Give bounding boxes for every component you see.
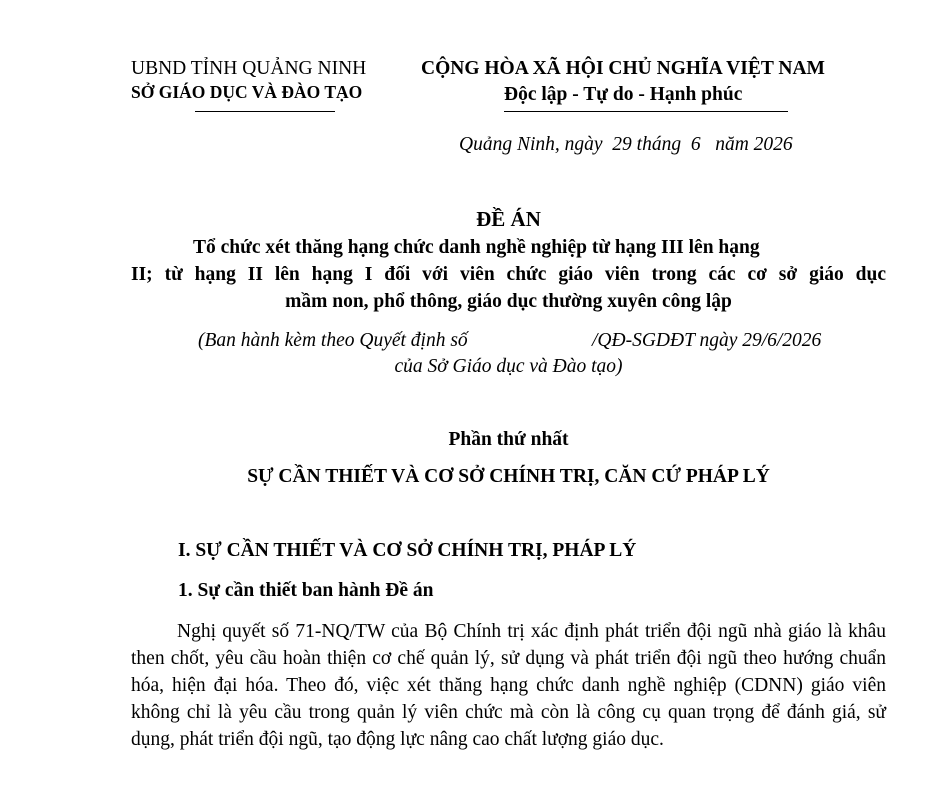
subsection-heading: 1. Sự cần thiết ban hành Đề án [178, 580, 434, 601]
national-motto: Độc lập - Tự do - Hạnh phúc [504, 84, 743, 105]
part-title: SỰ CẦN THIẾT VÀ CƠ SỞ CHÍNH TRỊ, CĂN CỨ PHÁP LÝ [247, 466, 770, 487]
document-title: ĐỀ ÁN [476, 207, 541, 231]
issued-by-line-2: của Sở Giáo dục và Đào tạo) [394, 356, 623, 377]
right-header-rule [504, 111, 788, 112]
title-line-2: II; từ hạng II lên hạng I đối với viên chức giáo viên trong các cơ sở giáo dục [131, 264, 886, 285]
title-line-1: Tổ chức xét thăng hạng chức danh nghề nghiệp từ hạng III lên hạng [193, 237, 760, 258]
part-label: Phần thứ nhất [448, 429, 569, 450]
date-line: Quảng Ninh, ngày 29 tháng 6 năm 2026 [459, 134, 793, 155]
issued-by-line-1b: /QĐ-SGDĐT ngày 29/6/2026 [592, 330, 822, 351]
body-paragraph [131, 618, 886, 753]
issued-by-line-1a: (Ban hành kèm theo Quyết định số [198, 330, 468, 351]
title-line-3: mầm non, phổ thông, giáo dục thường xuyên công lập [285, 291, 732, 312]
national-title: CỘNG HÒA XÃ HỘI CHỦ NGHĨA VIỆT NAM [421, 58, 825, 79]
agency-name: UBND TỈNH QUẢNG NINH [131, 58, 367, 79]
left-header-rule [195, 111, 335, 112]
section-heading: I. SỰ CẦN THIẾT VÀ CƠ SỞ CHÍNH TRỊ, PHÁP LÝ [178, 540, 637, 561]
department-name: SỞ GIÁO DỤC VÀ ĐÀO TẠO [131, 82, 363, 102]
body-paragraph-text: Nghị quyết số 71-NQ/TW của Bộ Chính trị xác định phát triển đội ngũ nhà giáo là khâu then chốt, yêu cầu hoàn thiện cơ chế quản lý, sử dụng và phát triển đội ngũ theo hướng chuẩn hóa, hiện đại hóa. Theo đó, việc xét thăng hạng chức danh nghề nghiệp (CDNN) giáo viên không chỉ là yêu cầu trong quản lý viên chức mà còn là công cụ quan trọng để đánh giá, sử dụng, phát triển đội ngũ, tạo động lực nâng cao chất lượng giáo dục. [131, 621, 886, 750]
